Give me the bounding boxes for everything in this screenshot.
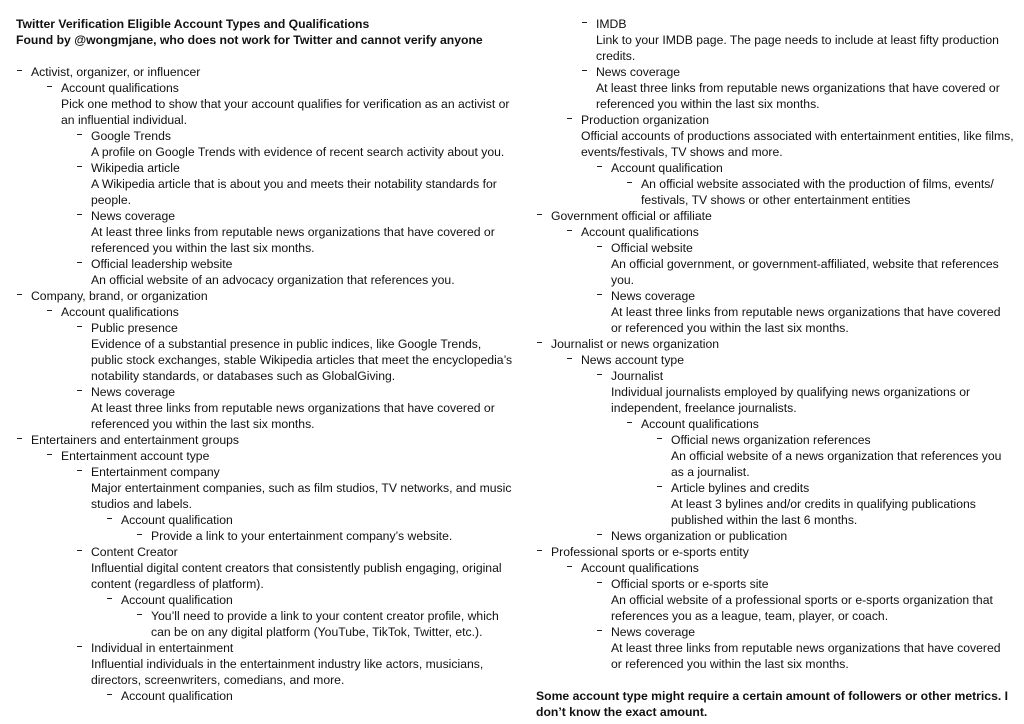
outline-item-title: Entertainment company xyxy=(91,465,220,479)
outline-item xyxy=(596,624,1014,672)
footer-note: Some account type might require a certain amount of followers or other metrics. I don’t know the exact amount. xyxy=(536,689,1009,719)
outline-item-title: Professional sports or e-sports entity xyxy=(551,545,749,559)
outline-item-description: A Wikipedia article that is about you and meets their notability standards for people. xyxy=(91,177,497,207)
outline-sublist xyxy=(31,448,516,704)
outline-item-description: At least three links from reputable news organizations that have covered or referenced you within the last six months. xyxy=(91,225,495,255)
outline-item xyxy=(596,528,1014,544)
outline-item-title: News coverage xyxy=(596,65,680,79)
outline-item-title: Account qualification xyxy=(121,513,233,527)
outline-item xyxy=(596,160,1014,208)
outline-item xyxy=(106,688,516,704)
outline-item-title: Account qualifications xyxy=(581,225,699,239)
outline-item xyxy=(46,304,516,432)
outline-item-title: Wikipedia article xyxy=(91,161,180,175)
outline-item xyxy=(46,80,516,288)
outline-item xyxy=(76,256,516,288)
outline-item xyxy=(536,336,1014,544)
outline-item-description: Individual journalists employed by qualifying news organizations or independent, freelance journalists. xyxy=(611,385,971,415)
outline-item-title: Production organization xyxy=(581,113,710,127)
outline-item xyxy=(536,544,1014,672)
outline-item xyxy=(596,576,1014,624)
outline-item-description: An official website of a news organization that references you as a journalist. xyxy=(671,449,1002,479)
outline-item xyxy=(656,432,1014,480)
outline-item xyxy=(536,208,1014,336)
outline-sublist xyxy=(551,224,1014,336)
outline-item xyxy=(106,512,516,544)
outline-item xyxy=(76,464,516,544)
outline-item-description: Major entertainment companies, such as film studios, TV networks, and music studios and labels. xyxy=(91,481,512,511)
outline-sublist xyxy=(91,592,516,640)
outline-item-title: Company, brand, or organization xyxy=(31,289,208,303)
outline-item-description: Pick one method to show that your account qualifies for verification as an activist or an influential individual. xyxy=(61,97,510,127)
outline-sublist xyxy=(91,688,516,704)
outline-item-description: Influential digital content creators that consistently publish engaging, original content (regardless of platform). xyxy=(91,561,502,591)
outline-sublist xyxy=(551,560,1014,672)
outline-item xyxy=(581,64,1014,112)
outline-item-description: At least three links from reputable news organizations that have covered or referenced you within the last six months. xyxy=(596,81,1000,111)
outline-item-description: A profile on Google Trends with evidence of recent search activity about you. xyxy=(91,145,505,159)
outline-sublist xyxy=(61,464,516,704)
outline-item-description: At least three links from reputable news organizations that have covered or referenced you within the last six months. xyxy=(611,305,1001,335)
outline-item xyxy=(581,16,1014,64)
outline-item-description: Evidence of a substantial presence in public indices, like Google Trends, public stock exchanges, stable Wikipedia articles that meet the encyclopedia’s notability standards, or databases such as GlobalGiving. xyxy=(91,337,513,383)
outline-item-title: Account qualifications xyxy=(61,305,179,319)
outline-item xyxy=(566,224,1014,336)
outline-item-description: An official website of a professional sports or e-sports organization that references you as a league, team, player, or coach. xyxy=(611,593,993,623)
outline-sublist xyxy=(611,176,1014,208)
outline-sublist xyxy=(551,352,1014,544)
outline-sublist xyxy=(121,608,516,640)
outline-item-title: An official website associated with the production of films, events/ festivals, TV shows or other entertainment entities xyxy=(641,177,994,207)
outline-item xyxy=(76,384,516,432)
outline-item-title: Official sports or e-sports site xyxy=(611,577,769,591)
left-column xyxy=(16,16,516,704)
outline-item-title: Content Creator xyxy=(91,545,178,559)
outline-item-title: Google Trends xyxy=(91,129,171,143)
outline-item-title: You’ll need to provide a link to your content creator profile, which can be on any digital platform (YouTube, TikTok, Twitter, etc.). xyxy=(151,609,499,639)
outline-item-title: Account qualification xyxy=(121,593,233,607)
outline-item xyxy=(566,352,1014,544)
right-column xyxy=(536,16,1014,720)
outline-item xyxy=(76,320,516,384)
document-subtitle: Found by @wongmjane, who does not work for Twitter and cannot verify anyone xyxy=(16,33,483,47)
outline-item-description: An official website of an advocacy organization that references you. xyxy=(91,273,455,287)
outline-item-title: News coverage xyxy=(611,289,695,303)
outline-item-title: News coverage xyxy=(91,209,175,223)
outline-sublist xyxy=(121,528,516,544)
outline-item-title: Provide a link to your entertainment company’s website. xyxy=(151,529,453,543)
outline-item-title: News account type xyxy=(581,353,684,367)
outline-item-title: Account qualification xyxy=(121,689,233,703)
outline-item xyxy=(16,432,516,704)
outline-item-title: IMDB xyxy=(596,17,627,31)
outline-item xyxy=(566,112,1014,208)
outline-item xyxy=(626,176,1014,208)
outline-item-title: Account qualification xyxy=(611,161,723,175)
outline-sublist xyxy=(581,240,1014,336)
outline-right xyxy=(536,16,1014,672)
outline-sublist xyxy=(581,160,1014,208)
outline-sublist xyxy=(641,432,1014,528)
outline-item-title: News coverage xyxy=(611,625,695,639)
outline-sublist xyxy=(581,368,1014,544)
outline-item-title: Official leadership website xyxy=(91,257,233,271)
outline-item-description: At least three links from reputable news organizations that have covered or referenced you within the last six months. xyxy=(91,401,495,431)
outline-item xyxy=(656,480,1014,528)
outline-item-title: Article bylines and credits xyxy=(671,481,810,495)
outline-item-title: Activist, organizer, or influencer xyxy=(31,65,201,79)
outline-item-title: Entertainment account type xyxy=(61,449,210,463)
outline-item-description: At least three links from reputable news organizations that have covered or referenced you within the last six months. xyxy=(611,641,1001,671)
outline-item xyxy=(596,240,1014,288)
outline-item xyxy=(76,128,516,160)
outline-item xyxy=(76,544,516,640)
outline-item-title: Account qualifications xyxy=(581,561,699,575)
outline-sublist xyxy=(31,80,516,288)
outline-item-title: Government official or affiliate xyxy=(551,209,712,223)
outline-sublist xyxy=(611,416,1014,528)
outline-item-title: Individual in entertainment xyxy=(91,641,234,655)
document-title: Twitter Verification Eligible Account Types and Qualifications xyxy=(16,17,370,31)
outline-item-description: An official government, or government-affiliated, website that references you. xyxy=(611,257,999,287)
outline-item-description: Official accounts of productions associated with entertainment entities, like films, events/festivals, TV shows and more. xyxy=(581,129,1014,159)
outline-item-title: Journalist xyxy=(611,369,664,383)
outline-item-title: Journalist or news organization xyxy=(551,337,720,351)
outline-sublist xyxy=(581,576,1014,672)
outline-item-title: Public presence xyxy=(91,321,178,335)
outline-item xyxy=(16,64,516,288)
outline-item xyxy=(596,368,1014,528)
outline-item-title: Account qualifications xyxy=(641,417,759,431)
outline-item xyxy=(76,640,516,704)
outline-item-title: Account qualifications xyxy=(61,81,179,95)
outline-item xyxy=(566,560,1014,672)
outline-item-title: News organization or publication xyxy=(611,529,788,543)
outline-sublist xyxy=(61,128,516,288)
outline-sublist xyxy=(61,320,516,432)
outline-sublist xyxy=(31,304,516,432)
outline-item-title: Official news organization references xyxy=(671,433,871,447)
outline-item-title: Entertainers and entertainment groups xyxy=(31,433,239,447)
outline-item xyxy=(136,608,516,640)
outline-item xyxy=(76,208,516,256)
outline-item-description: Link to your IMDB page. The page needs to include at least fifty production credits. xyxy=(596,33,999,63)
outline-item xyxy=(76,160,516,208)
outline-item xyxy=(136,528,516,544)
outline-item xyxy=(626,416,1014,528)
outline-sublist xyxy=(91,512,516,544)
outline-item xyxy=(16,288,516,432)
outline-item xyxy=(46,448,516,704)
spacer xyxy=(16,48,516,64)
outline-left xyxy=(16,64,516,704)
outline-item-description: At least 3 bylines and/or credits in qualifying publications published within the last 6 months. xyxy=(671,497,976,527)
outline-item-title: News coverage xyxy=(91,385,175,399)
outline-item xyxy=(596,288,1014,336)
outline-item-title: Official website xyxy=(611,241,693,255)
outline-item xyxy=(106,592,516,640)
outline-item-description: Influential individuals in the entertainment industry like actors, musicians, directors, screenwriters, comedians, and more. xyxy=(91,657,484,687)
